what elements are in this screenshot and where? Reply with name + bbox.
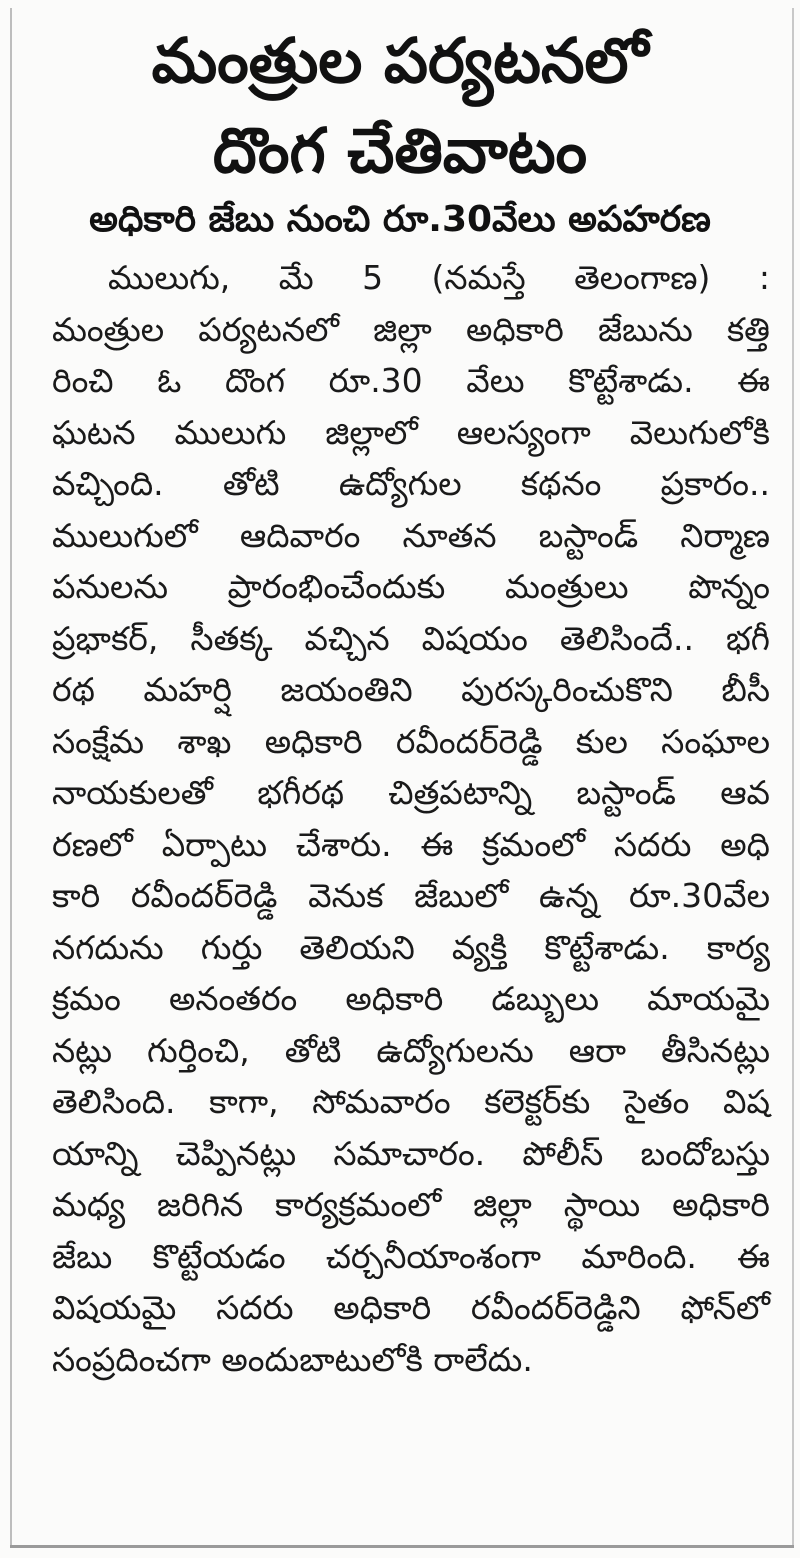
- right-column-rule: [792, 8, 794, 1546]
- body-line: యాన్ని చెప్పినట్లు సమాచారం. పోలీస్ బందోబస్తు: [52, 1133, 770, 1173]
- body-line: రథ మహర్షి జయంతిని పురస్కరించుకొని బీసీ: [52, 670, 770, 709]
- body-line: సంప్రదించగా అందుబాటులోకి రాలేదు.: [52, 1339, 533, 1379]
- body-line: ఘటన ములుగు జిల్లాలో ఆలస్యంగా వెలుగులోకి: [52, 412, 770, 452]
- left-column-rule: [10, 8, 12, 1546]
- body-line: నాయకులతో భగీరథ చిత్రపటాన్ని బస్టాండ్ ఆవ: [52, 773, 770, 812]
- headline-line-1: మంత్రుల పర్యటనలో: [151, 24, 649, 97]
- article-body: [52, 252, 770, 1385]
- body-line: పనులను ప్రారంభించేందుకు మంత్రులు పొన్నం: [52, 567, 770, 606]
- body-line: తెలిసింది. కాగా, సోమవారం కలెక్టర్‌కు సైతం విష: [52, 1082, 770, 1121]
- body-line: విషయమై సదరు అధికారి రవీందర్‌రెడ్డిని ఫోన్‌లో: [52, 1288, 770, 1327]
- body-line: రణలో ఏర్పాటు చేశారు. ఈ క్రమంలో సదరు అధి: [52, 824, 770, 864]
- body-line: ములుగులో ఆదివారం నూతన బస్టాండ్ నిర్మాణ: [52, 515, 770, 555]
- body-line: మంత్రుల పర్యటనలో జిల్లా అధికారి జేబును కత్తి: [52, 309, 770, 349]
- body-line: నట్లు గుర్తించి, తోటి ఉద్యోగులను ఆరా తీసినట్లు: [52, 1030, 770, 1070]
- bottom-rule: [10, 1545, 794, 1548]
- body-line: సంక్షేమ శాఖ అధికారి రవీందర్‌రెడ్డి కుల సంఘాల: [52, 721, 770, 761]
- body-line: మధ్య జరిగిన కార్యక్రమంలో జిల్లా స్థాయి అధికారి: [52, 1185, 770, 1224]
- body-line: రించి ఓ దొంగ రూ.30 వేలు కొట్టేశాడు. ఈ: [52, 361, 770, 400]
- body-line: నగదును గుర్తు తెలియని వ్యక్తి కొట్టేశాడు. కార్య: [52, 927, 770, 967]
- body-line: జేబు కొట్టేయడం చర్చనీయాంశంగా మారింది. ఈ: [52, 1236, 770, 1276]
- body-line: వచ్చింది. తోటి ఉద్యోగుల కథనం ప్రకారం..: [52, 464, 770, 503]
- body-line: ప్రభాకర్, సీతక్క వచ్చిన విషయం తెలిసిందే.. భగీ: [52, 618, 770, 658]
- headline-line-2: దొంగ చేతివాటం: [212, 114, 588, 187]
- body-line: క్రమం అనంతరం అధికారి డబ్బులు మాయమై: [52, 979, 770, 1018]
- subheadline: అధికారి జేబు నుంచి రూ.30వేలు అపహరణ: [89, 199, 711, 240]
- body-line: ములుగు, మే 5 (నమస్తే తెలంగాణ) :: [108, 258, 770, 297]
- body-line: కారి రవీందర్‌రెడ్డి వెనుక జేబులో ఉన్న రూ.30వేల: [52, 876, 770, 915]
